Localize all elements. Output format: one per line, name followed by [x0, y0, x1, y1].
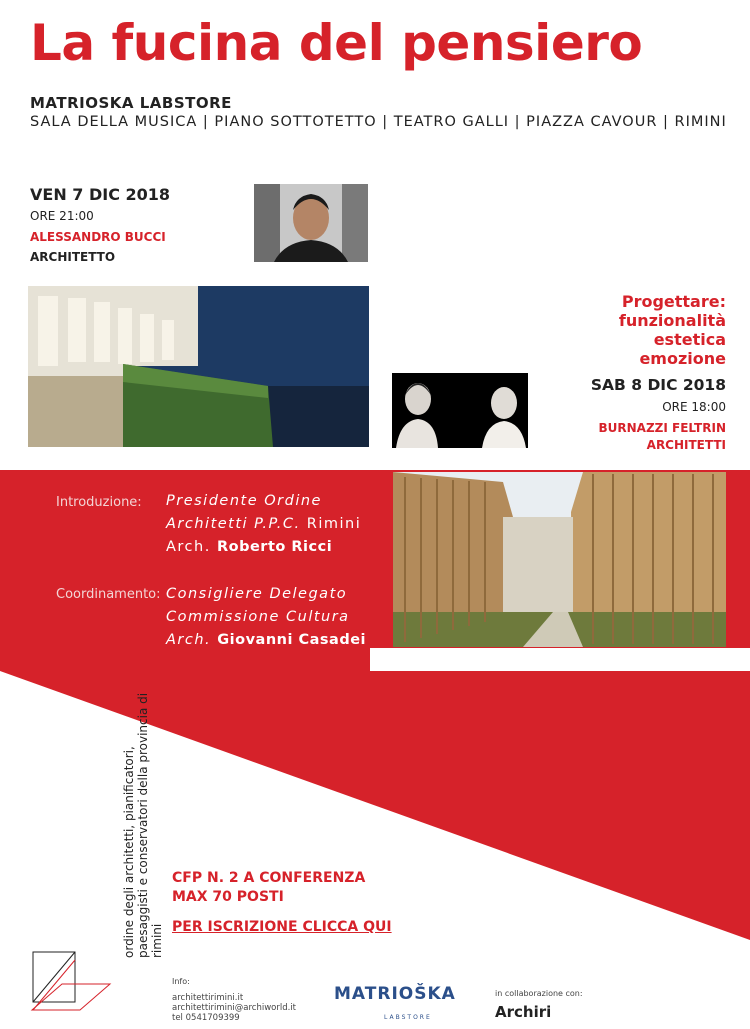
- matrioska-logo: MATRIOŠKA: [334, 984, 456, 1004]
- event2-time: ORE 18:00: [662, 400, 726, 414]
- event2-date: SAB 8 DIC 2018: [590, 376, 726, 394]
- event1-time: ORE 21:00: [30, 209, 94, 223]
- event1-role: ARCHITETTO: [30, 250, 116, 264]
- coord-line2: Commissione Cultura: [166, 609, 350, 625]
- ordine-architetti-vertical-text: ordine degli architetti, pianificatori, paesaggisti e conservatori della provincia di rimini: [122, 692, 164, 958]
- coord-label: Coordinamento:: [56, 587, 161, 602]
- event1-speaker: ALESSANDRO BUCCI: [30, 230, 166, 244]
- building-green-wall-photo: [28, 286, 369, 447]
- email-link[interactable]: architettirimini@archiworld.it: [172, 1003, 297, 1013]
- archiri-logo: Archiri: [495, 1003, 552, 1021]
- page-title: La fucina del pensiero: [30, 14, 643, 72]
- venue: SALA DELLA MUSICA | PIANO SOTTOTETTO | TEATRO GALLI | PIAZZA CAVOUR | RIMINI: [30, 114, 727, 130]
- ordine-logo: [32, 952, 110, 1010]
- website-link[interactable]: architettirimini.it: [172, 993, 244, 1003]
- cfp-info: CFP N. 2 A CONFERENZA: [172, 870, 366, 886]
- collaboration-label: in collaborazione con:: [495, 989, 583, 998]
- phone-number: tel 0541709399: [172, 1013, 240, 1023]
- intro-label: Introduzione:: [56, 495, 142, 510]
- event1-date: VEN 7 DIC 2018: [30, 185, 171, 204]
- speaker-portrait-photo: [254, 184, 368, 262]
- timber-building-photo: [393, 472, 726, 647]
- intro-line3: Arch. Roberto Ricci: [166, 539, 333, 555]
- architects-duo-photo: [392, 373, 528, 448]
- event2-title: Progettare: funzionalità estetica emozione: [618, 292, 726, 368]
- matrioska-logo-sub: LABSTORE: [384, 1014, 432, 1021]
- intro-line2: Architetti P.P.C. Rimini: [166, 516, 362, 532]
- intro-line1: Presidente Ordine: [166, 493, 322, 509]
- organizer: MATRIOSKA LABSTORE: [30, 94, 232, 112]
- max-seats: MAX 70 POSTI: [172, 889, 284, 905]
- event2-speaker: BURNAZZI FELTRIN ARCHITETTI: [598, 421, 726, 452]
- coord-line1: Consigliere Delegato: [166, 586, 348, 602]
- coord-line3: Arch. Giovanni Casadei: [166, 632, 367, 648]
- register-link[interactable]: PER ISCRIZIONE CLICCA QUI: [172, 919, 392, 935]
- info-label: Info:: [172, 977, 190, 986]
